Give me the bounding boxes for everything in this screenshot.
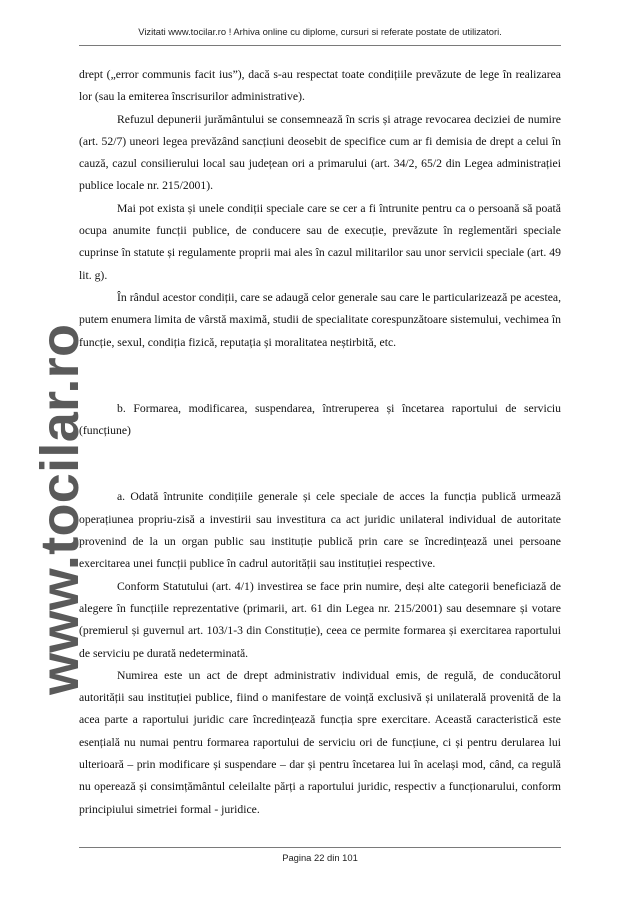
paragraph-continuation: drept („error communis facit ius”), dacă s-au respectat toate condițiile prevăzute de lege în realizarea lor (sau la emiterea înscrisurilor administrative).: [79, 68, 561, 104]
section-heading-b: b. Formarea, modificarea, suspendarea, întreruperea și încetarea raportului de serviciu (funcțiune): [79, 401, 561, 438]
section-spacer: [79, 354, 561, 398]
paragraph-conditions-list: În rândul acestor condiții, care se adaugă celor generale sau care le particularizează pe acestea, putem enumera limita de vârstă maximă, studii de specialitate corespunzătoare sistemului, vechimea în funcție, sexul, condiția fizică, reputația și moralitatea neștirbită, etc.: [79, 290, 561, 349]
page-number: Pagina 22 din 101: [282, 852, 358, 863]
paragraph-investiture: a. Odată întrunite condițiile generale și cele speciale de acces la funcția publică urmează operațiunea propriu-zisă a investirii sau investitura ca act juridic unilateral individual de autoritate provenind de la un organ public sau instituție publică prin care se încredințează unei persoane exercitarea unei funcții publice în cadrul autorității sau instituției respective.: [79, 490, 561, 571]
section-spacer: [79, 442, 561, 486]
page-header: Vizitati www.tocilar.ro ! Arhiva online cu diplome, cursuri si referate postate de utilizatori.: [138, 26, 502, 37]
header-divider: [79, 45, 561, 46]
paragraph-special-conditions: Mai pot exista și unele condiții speciale care se cer a fi întrunite pentru ca o persoană să poată ocupa anumite funcții publice, de conducere sau de execuție, prevăzute în reglementări speciale cuprinse în statute și regulamente proprii mai ales în cazul militarilor sau unor servicii speciale (art. 49 lit. g).: [79, 201, 561, 282]
document-body: [79, 64, 561, 821]
paragraph-appointment: Numirea este un act de drept administrativ individual emis, de regulă, de conducătorul autorității sau instituției publice, fiind o manifestare de voință exclusivă și unilaterală provenită de la acea parte a raportului juridic care încredințează funcția spre exercitare. Această caracteristică este esențială nu numai pentru formarea raportului de serviciu ori de funcțiune, ci și pentru derularea lui ulterioară – prin modificare și suspendare – dar și pentru încetarea lui în același mod, când, ca regulă nu operează și consimțământul celeilalte părți a raportului juridic, respectiv a funcționarului, conform principiului simetriei formal - juridice.: [79, 668, 561, 816]
paragraph-oath-refusal: Refuzul depunerii jurământului se consemnează în scris și atrage revocarea deciziei de numire (art. 52/7) uneori legea prevăzând sancțiuni deosebit de specifice cum ar fi demisia de drept a celui în cauză, cazul consilierului local sau județean ori a primarului (art. 34/2, 65/2 din Legea administrației publice locale nr. 215/2001).: [79, 112, 561, 193]
footer-divider: [79, 847, 561, 848]
site-watermark: www.tocilar.ro: [30, 323, 90, 695]
paragraph-statute: Conform Statutului (art. 4/1) investirea se face prin numire, deși alte categorii beneficiază de alegere în funcțiile reprezentative (primarii, art. 61 din Legea nr. 215/2001) sau desemnare și votare (premierul și guvernul art. 103/1-3 din Constituție), ceea ce permite formarea și exercitarea raportului de serviciu pe durată nedeterminată.: [79, 579, 561, 660]
